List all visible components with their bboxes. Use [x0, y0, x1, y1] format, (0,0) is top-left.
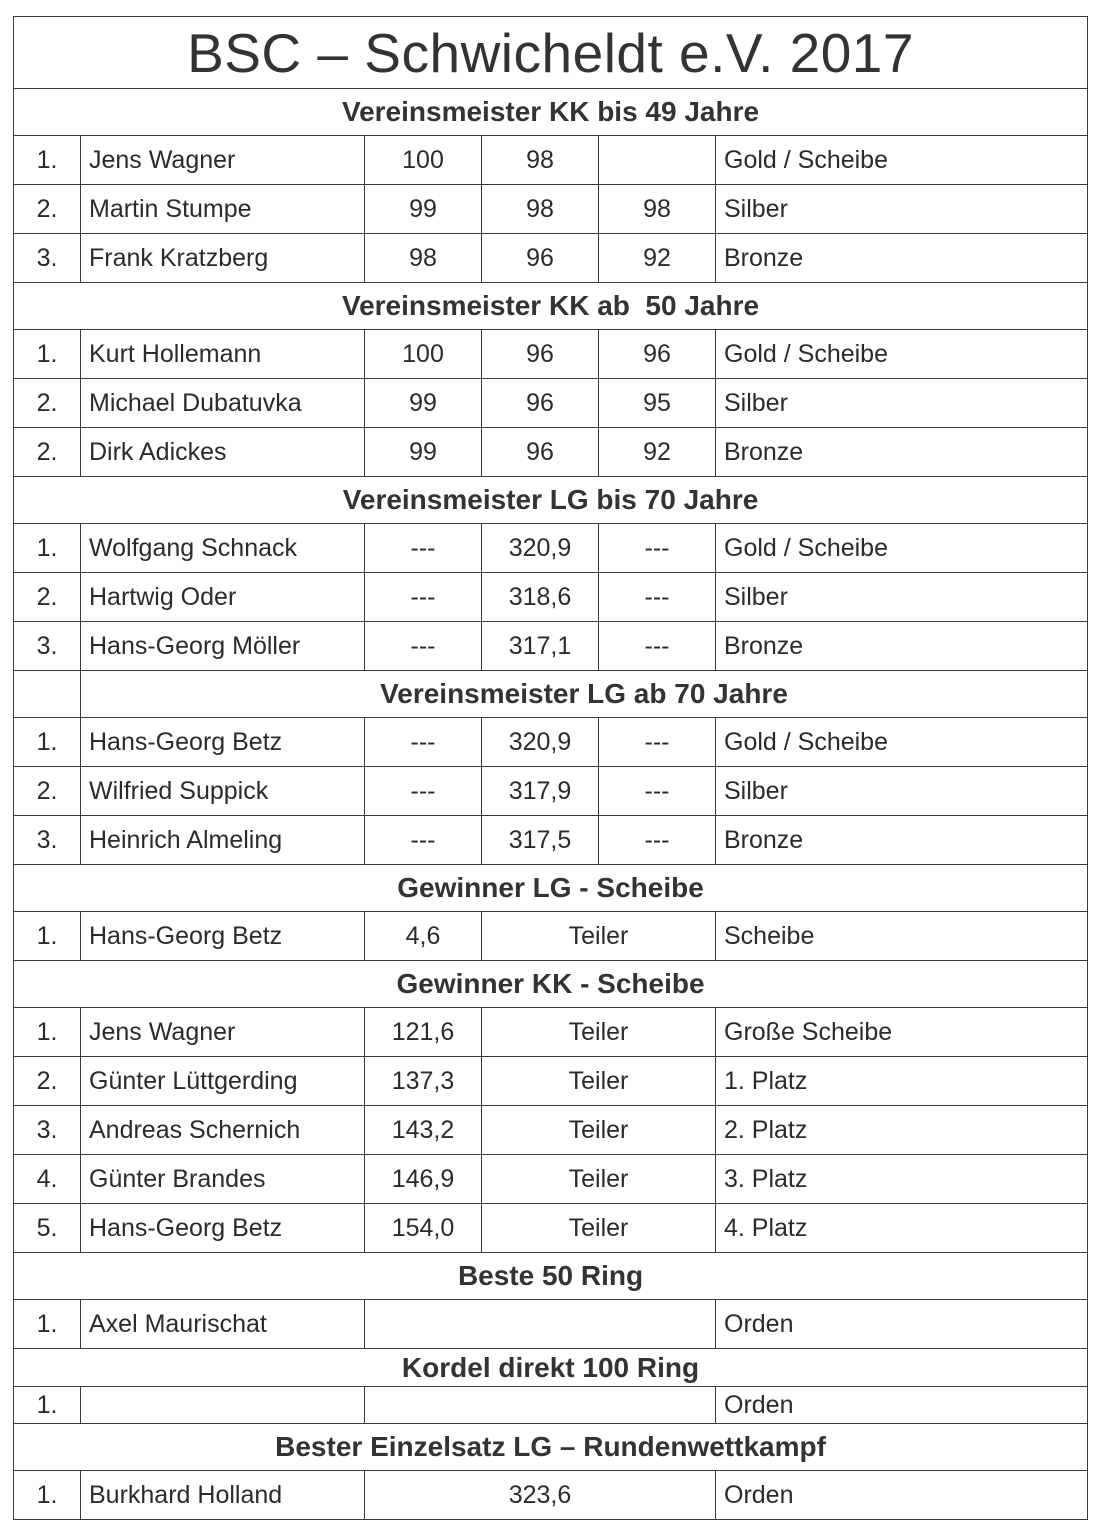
result-row: [14, 1204, 1088, 1253]
result-row: [14, 1155, 1088, 1204]
rank: 5.: [14, 1204, 81, 1253]
shooter-name: Heinrich Almeling: [81, 816, 365, 865]
score-2: 96: [482, 379, 599, 428]
section-title: Beste 50 Ring: [14, 1253, 1088, 1300]
rank: 1.: [14, 718, 81, 767]
result-row: [14, 1057, 1088, 1106]
score-2: 98: [482, 136, 599, 185]
score-3: 98: [599, 185, 716, 234]
result-value: [365, 1300, 716, 1349]
result-row: [14, 767, 1088, 816]
section-header: [14, 671, 1088, 718]
score-1: ---: [365, 767, 482, 816]
score-1: 100: [365, 330, 482, 379]
score-2: 96: [482, 330, 599, 379]
score-2: 317,1: [482, 622, 599, 671]
result-row: [14, 185, 1088, 234]
shooter-name: Wilfried Suppick: [81, 767, 365, 816]
teiler-label: Teiler: [482, 1008, 716, 1057]
shooter-name: Hartwig Oder: [81, 573, 365, 622]
result-row: [14, 379, 1088, 428]
shooter-name: Dirk Adickes: [81, 428, 365, 477]
rank: 3.: [14, 234, 81, 283]
rank: 1.: [14, 1008, 81, 1057]
score-1: ---: [365, 524, 482, 573]
score-3: 92: [599, 234, 716, 283]
teiler-label: Teiler: [482, 912, 716, 961]
score-1: 98: [365, 234, 482, 283]
result-row: [14, 622, 1088, 671]
award: 1. Platz: [716, 1057, 1088, 1106]
score-2: 96: [482, 234, 599, 283]
result-value: 323,6: [365, 1471, 716, 1520]
results-table: [13, 16, 1088, 1520]
award: Bronze: [716, 428, 1088, 477]
score-2: 317,5: [482, 816, 599, 865]
shooter-name: Frank Kratzberg: [81, 234, 365, 283]
shooter-name: [81, 1387, 365, 1424]
score-3: ---: [599, 573, 716, 622]
section-header: [14, 1349, 1088, 1387]
teiler-value: 137,3: [365, 1057, 482, 1106]
teiler-label: Teiler: [482, 1204, 716, 1253]
award: 3. Platz: [716, 1155, 1088, 1204]
rank: 1.: [14, 912, 81, 961]
score-2: 318,6: [482, 573, 599, 622]
section-title: Vereinsmeister KK ab 50 Jahre: [14, 283, 1088, 330]
section-title: Vereinsmeister LG ab 70 Jahre: [81, 671, 1088, 718]
shooter-name: Hans-Georg Betz: [81, 912, 365, 961]
score-3: ---: [599, 816, 716, 865]
award: Silber: [716, 185, 1088, 234]
score-2: 96: [482, 428, 599, 477]
section-header: [14, 961, 1088, 1008]
award: Bronze: [716, 622, 1088, 671]
shooter-name: Günter Brandes: [81, 1155, 365, 1204]
score-1: 99: [365, 185, 482, 234]
score-3: [599, 136, 716, 185]
section-title: Gewinner LG - Scheibe: [14, 865, 1088, 912]
rank: 2.: [14, 428, 81, 477]
title-row: [14, 17, 1088, 89]
score-2: 317,9: [482, 767, 599, 816]
shooter-name: Andreas Schernich: [81, 1106, 365, 1155]
result-row: [14, 1300, 1088, 1349]
section-header: [14, 477, 1088, 524]
score-1: ---: [365, 622, 482, 671]
shooter-name: Kurt Hollemann: [81, 330, 365, 379]
rank: 1.: [14, 1300, 81, 1349]
award: 2. Platz: [716, 1106, 1088, 1155]
result-row: [14, 1008, 1088, 1057]
result-row: [14, 912, 1088, 961]
score-1: 100: [365, 136, 482, 185]
result-row: [14, 524, 1088, 573]
shooter-name: Günter Lüttgerding: [81, 1057, 365, 1106]
section-title: Vereinsmeister KK bis 49 Jahre: [14, 89, 1088, 136]
score-3: 96: [599, 330, 716, 379]
empty-cell: [14, 671, 81, 718]
section-header: [14, 1424, 1088, 1471]
shooter-name: Burkhard Holland: [81, 1471, 365, 1520]
shooter-name: Hans-Georg Betz: [81, 718, 365, 767]
section-title: Kordel direkt 100 Ring: [14, 1349, 1088, 1387]
result-row: [14, 330, 1088, 379]
shooter-name: Hans-Georg Möller: [81, 622, 365, 671]
section-header: [14, 1253, 1088, 1300]
award: Große Scheibe: [716, 1008, 1088, 1057]
score-3: 92: [599, 428, 716, 477]
score-3: ---: [599, 524, 716, 573]
result-row: [14, 1471, 1088, 1520]
award: Gold / Scheibe: [716, 136, 1088, 185]
result-row: [14, 136, 1088, 185]
result-row: [14, 234, 1088, 283]
rank: 1.: [14, 330, 81, 379]
shooter-name: Axel Maurischat: [81, 1300, 365, 1349]
shooter-name: Wolfgang Schnack: [81, 524, 365, 573]
page-title: BSC – Schwicheldt e.V. 2017: [14, 17, 1088, 89]
result-row: [14, 816, 1088, 865]
section-title: Vereinsmeister LG bis 70 Jahre: [14, 477, 1088, 524]
teiler-value: 143,2: [365, 1106, 482, 1155]
score-3: ---: [599, 622, 716, 671]
result-row: [14, 573, 1088, 622]
teiler-value: 121,6: [365, 1008, 482, 1057]
award: Silber: [716, 573, 1088, 622]
award: Gold / Scheibe: [716, 524, 1088, 573]
rank: 2.: [14, 767, 81, 816]
result-row: [14, 428, 1088, 477]
award: Orden: [716, 1471, 1088, 1520]
section-header: [14, 865, 1088, 912]
result-row: [14, 1387, 1088, 1424]
rank: 2.: [14, 1057, 81, 1106]
teiler-label: Teiler: [482, 1106, 716, 1155]
award: Bronze: [716, 816, 1088, 865]
shooter-name: Michael Dubatuvka: [81, 379, 365, 428]
teiler-label: Teiler: [482, 1057, 716, 1106]
award: Gold / Scheibe: [716, 330, 1088, 379]
result-row: [14, 718, 1088, 767]
score-2: 98: [482, 185, 599, 234]
result-value: [365, 1387, 716, 1424]
award: Silber: [716, 767, 1088, 816]
section-title: Bester Einzelsatz LG – Rundenwettkampf: [14, 1424, 1088, 1471]
shooter-name: Martin Stumpe: [81, 185, 365, 234]
teiler-value: 146,9: [365, 1155, 482, 1204]
score-2: 320,9: [482, 718, 599, 767]
award: Silber: [716, 379, 1088, 428]
award: Gold / Scheibe: [716, 718, 1088, 767]
score-1: ---: [365, 718, 482, 767]
shooter-name: Hans-Georg Betz: [81, 1204, 365, 1253]
rank: 3.: [14, 816, 81, 865]
rank: 2.: [14, 185, 81, 234]
rank: 1.: [14, 136, 81, 185]
score-1: 99: [365, 379, 482, 428]
teiler-label: Teiler: [482, 1155, 716, 1204]
section-title: Gewinner KK - Scheibe: [14, 961, 1088, 1008]
score-1: 99: [365, 428, 482, 477]
award: Bronze: [716, 234, 1088, 283]
result-row: [14, 1106, 1088, 1155]
score-1: ---: [365, 573, 482, 622]
rank: 3.: [14, 622, 81, 671]
rank: 1.: [14, 524, 81, 573]
award: 4. Platz: [716, 1204, 1088, 1253]
rank: 4.: [14, 1155, 81, 1204]
rank: 3.: [14, 1106, 81, 1155]
teiler-value: 154,0: [365, 1204, 482, 1253]
shooter-name: Jens Wagner: [81, 136, 365, 185]
award: Orden: [716, 1387, 1088, 1424]
score-2: 320,9: [482, 524, 599, 573]
score-1: ---: [365, 816, 482, 865]
teiler-value: 4,6: [365, 912, 482, 961]
score-3: 95: [599, 379, 716, 428]
score-3: ---: [599, 767, 716, 816]
section-header: [14, 89, 1088, 136]
rank: 2.: [14, 379, 81, 428]
shooter-name: Jens Wagner: [81, 1008, 365, 1057]
rank: 1.: [14, 1471, 81, 1520]
section-header: [14, 283, 1088, 330]
award: Scheibe: [716, 912, 1088, 961]
rank: 1.: [14, 1387, 81, 1424]
score-3: ---: [599, 718, 716, 767]
award: Orden: [716, 1300, 1088, 1349]
results-sheet: [13, 16, 1087, 1520]
rank: 2.: [14, 573, 81, 622]
